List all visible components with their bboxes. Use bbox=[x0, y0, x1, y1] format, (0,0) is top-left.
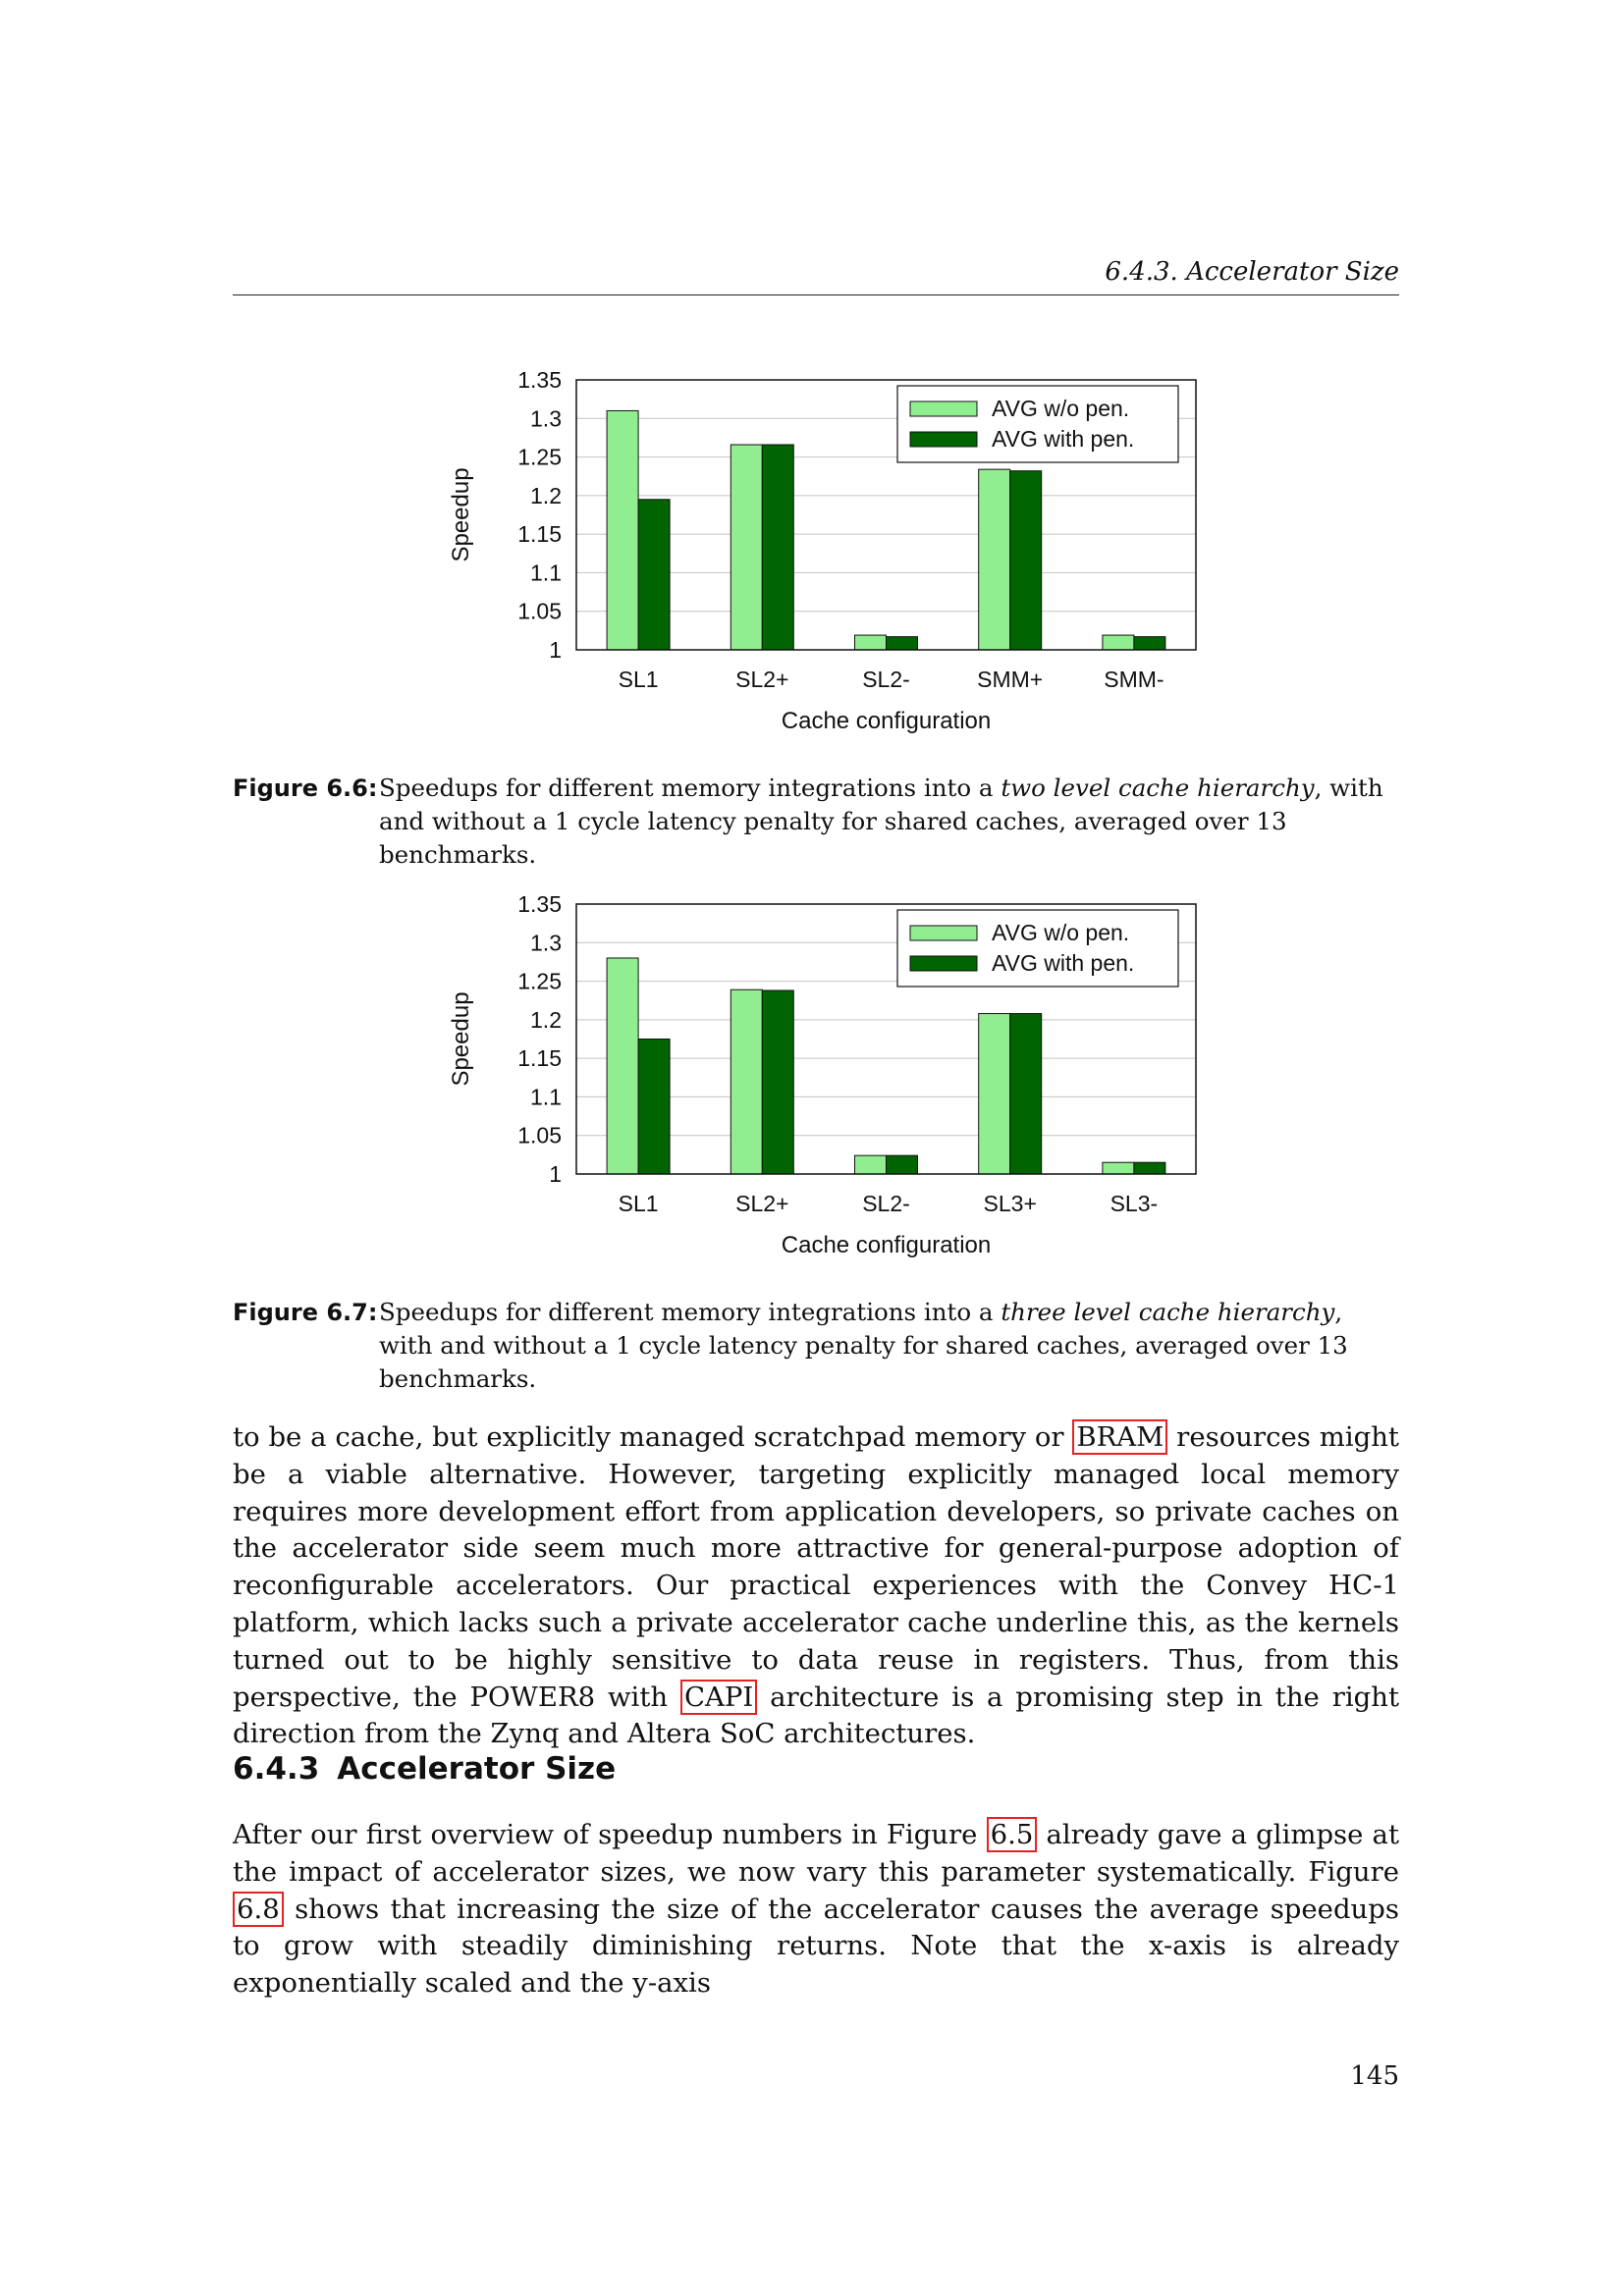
bar bbox=[1010, 1014, 1042, 1174]
figure-link-6-8[interactable]: 6.8 bbox=[233, 1892, 284, 1927]
figure-6-7-caption bbox=[233, 1296, 1399, 1396]
x-tick-label: SL2- bbox=[862, 1191, 910, 1216]
caption-text: Speedups for different memory integrations into a three level cache hierarchy, with and without a 1 cycle latency penalty for shared caches, averaged over 13 benchmarks. bbox=[379, 1298, 1348, 1393]
bar bbox=[855, 635, 887, 650]
body-paragraph: to be a cache, but explicitly managed scratchpad memory or BRAM resources might be a viable alternative. However, targeting explicitly managed local memory requires more development effort from application developers, so private caches on the accelerator side seem much more attractive for general-purpose adoption of reconfigurable accelerators. Our practical experiences with the Convey HC-1 platform, which lacks such a private accelerator cache underline this, as the kernels turned out to be highly sensitive to data reuse in registers. Thus, from this perspective, the POWER8 with CAPI architecture is a promising step in the right direction from the Zynq and Altera SoC architectures. bbox=[233, 1421, 1399, 1750]
figure-link-6-5[interactable]: 6.5 bbox=[987, 1817, 1038, 1852]
y-tick-label: 1.2 bbox=[530, 482, 562, 508]
y-tick-label: 1.15 bbox=[517, 521, 562, 548]
x-tick-label: SL3+ bbox=[983, 1191, 1037, 1216]
running-header bbox=[233, 253, 1399, 295]
bar bbox=[855, 1155, 887, 1174]
figure-6-6-chart bbox=[233, 348, 1399, 761]
glossary-link-bram[interactable]: BRAM bbox=[1072, 1419, 1167, 1455]
bar bbox=[638, 1040, 670, 1175]
section-heading bbox=[233, 1751, 633, 1787]
caption-emphasis: three level cache hierarchy bbox=[1001, 1298, 1335, 1326]
legend-swatch bbox=[910, 401, 977, 416]
section-number: 6.4.3 bbox=[233, 1751, 320, 1787]
legend-swatch bbox=[910, 956, 977, 971]
y-tick-label: 1.2 bbox=[530, 1006, 562, 1033]
y-tick-label: 1.15 bbox=[517, 1045, 562, 1072]
bar bbox=[762, 990, 793, 1174]
y-axis-label: Speedup bbox=[448, 467, 474, 562]
bar-chart-svg bbox=[233, 348, 1399, 761]
legend-swatch bbox=[910, 432, 977, 447]
x-tick-label: SL2+ bbox=[735, 1191, 789, 1216]
section-title: Accelerator Size bbox=[337, 1751, 617, 1787]
y-tick-label: 1.05 bbox=[517, 1122, 562, 1148]
y-axis-label: Speedup bbox=[448, 991, 474, 1087]
x-tick-label: SMM+ bbox=[977, 667, 1044, 692]
bar bbox=[887, 1155, 918, 1174]
caption-label: Figure 6.7: bbox=[233, 1299, 378, 1326]
caption-emphasis: two level cache hierarchy bbox=[1001, 774, 1315, 802]
x-tick-label: SL1 bbox=[618, 667, 659, 692]
glossary-link-capi[interactable]: CAPI bbox=[680, 1680, 757, 1715]
bar bbox=[1134, 1162, 1165, 1174]
figure-6-6-caption bbox=[233, 772, 1399, 872]
x-tick-label: SL3- bbox=[1110, 1191, 1159, 1216]
bar bbox=[887, 637, 918, 650]
bar bbox=[607, 410, 638, 650]
y-tick-label: 1.35 bbox=[517, 891, 562, 917]
running-title: 6.4.3. Accelerator Size bbox=[1105, 257, 1399, 287]
x-tick-label: SL1 bbox=[618, 1191, 659, 1216]
bar bbox=[731, 445, 762, 650]
page-number: 145 bbox=[1350, 2061, 1399, 2091]
y-tick-label: 1.25 bbox=[517, 444, 562, 470]
y-tick-label: 1.25 bbox=[517, 968, 562, 994]
x-axis-label: Cache configuration bbox=[781, 1232, 992, 1258]
y-tick-label: 1 bbox=[549, 637, 562, 663]
legend-label: AVG with pen. bbox=[992, 950, 1135, 976]
legend-label: AVG w/o pen. bbox=[992, 920, 1130, 945]
y-tick-label: 1.3 bbox=[530, 930, 562, 956]
x-tick-label: SMM- bbox=[1104, 667, 1164, 692]
legend-swatch bbox=[910, 926, 977, 940]
y-tick-label: 1.1 bbox=[530, 560, 562, 586]
bar bbox=[1103, 635, 1134, 650]
bar bbox=[762, 445, 793, 650]
x-tick-label: SL2+ bbox=[735, 667, 789, 692]
bar bbox=[979, 469, 1010, 650]
bar bbox=[1010, 471, 1042, 650]
bar bbox=[638, 500, 670, 650]
bar bbox=[1103, 1162, 1134, 1174]
y-tick-label: 1.3 bbox=[530, 405, 562, 432]
y-tick-label: 1.05 bbox=[517, 598, 562, 624]
bar bbox=[979, 1014, 1010, 1174]
bar bbox=[1134, 637, 1165, 650]
bar bbox=[731, 989, 762, 1174]
y-tick-label: 1 bbox=[549, 1161, 562, 1187]
legend-label: AVG with pen. bbox=[992, 426, 1135, 452]
caption-label: Figure 6.6: bbox=[233, 774, 378, 802]
x-tick-label: SL2- bbox=[862, 667, 910, 692]
figure-6-7-chart bbox=[233, 873, 1399, 1285]
body-paragraph: After our first overview of speedup numbers in Figure 6.5 already gave a glimpse at the impact of accelerator sizes, we now vary this parameter systematically. Figure 6.8 shows that increasing the size of the accelerator causes the average speedups to grow with steadily diminishing returns. Note that the x-axis is already exponentially scaled and the y-axis bbox=[233, 1819, 1400, 2000]
y-tick-label: 1.35 bbox=[517, 367, 562, 393]
x-axis-label: Cache configuration bbox=[781, 708, 992, 734]
y-tick-label: 1.1 bbox=[530, 1084, 562, 1110]
legend-label: AVG w/o pen. bbox=[992, 396, 1130, 421]
bar bbox=[607, 958, 638, 1174]
bar-chart-svg bbox=[233, 873, 1399, 1285]
caption-text: Speedups for different memory integrations into a two level cache hierarchy, with and without a 1 cycle latency penalty for shared caches, averaged over 13 benchmarks. bbox=[379, 774, 1383, 869]
